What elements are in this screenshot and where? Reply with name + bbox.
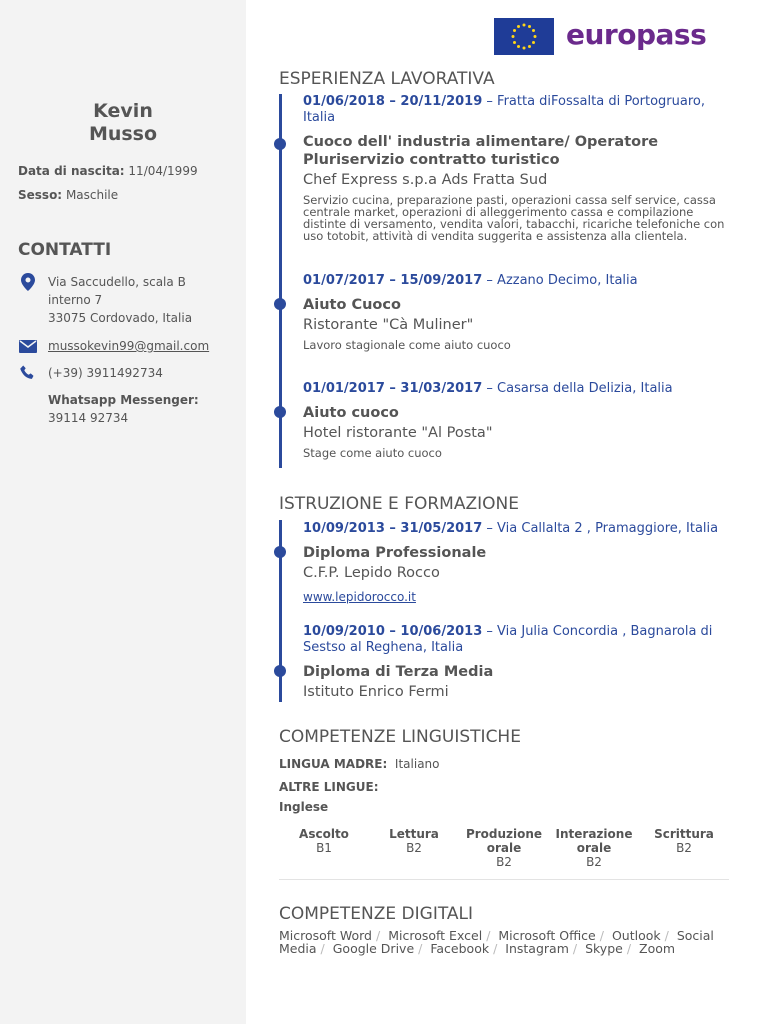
timeline-dot xyxy=(274,138,286,150)
experience-item xyxy=(303,381,733,459)
item-org: C.F.P. Lepido Rocco xyxy=(303,565,440,581)
mother-value: Italiano xyxy=(394,757,440,771)
experience-item xyxy=(303,94,733,242)
sex-info xyxy=(18,188,118,202)
digital-skill: Zoom xyxy=(639,941,676,956)
item-date: 10/09/2013 – 31/05/2017 xyxy=(303,521,483,536)
contact-whatsapp xyxy=(18,391,238,427)
timeline-dot xyxy=(274,546,286,558)
address-line2: interno 7 xyxy=(48,293,103,307)
birth-info xyxy=(18,164,198,178)
timeline-dot xyxy=(274,665,286,677)
phone-icon xyxy=(18,364,38,382)
skill-speaking: Produzione orale B2 xyxy=(465,827,543,869)
whatsapp-label: Whatsapp Messenger: xyxy=(48,393,199,407)
languages-heading: COMPETENZE LINGUISTICHE xyxy=(279,727,521,747)
contacts-heading: CONTATTI xyxy=(18,240,112,260)
timeline-dot xyxy=(274,298,286,310)
item-location: – Via Callalta 2 , Pramaggiore, Italia xyxy=(482,521,719,536)
sex-label: Sesso: xyxy=(18,188,63,202)
item-title: Cuoco dell' industria alimentare/ Operatore Pluriservizio contratto turistico xyxy=(303,134,659,168)
language-skills-table xyxy=(279,827,729,869)
item-date: 01/07/2017 – 15/09/2017 xyxy=(303,273,483,288)
item-date: 10/09/2010 – 10/06/2013 xyxy=(303,624,483,639)
mother-label: LINGUA MADRE: xyxy=(279,757,388,771)
education-item xyxy=(303,521,733,605)
item-title: Diploma di Terza Media xyxy=(303,664,494,680)
envelope-icon xyxy=(18,337,38,355)
first-name: Kevin xyxy=(93,100,153,122)
digital-skill: Microsoft Office xyxy=(498,928,596,943)
eu-flag-icon xyxy=(494,18,554,55)
item-title: Aiuto cuoco xyxy=(303,405,399,421)
other-languages xyxy=(279,780,379,794)
sex-value: Maschile xyxy=(65,188,119,202)
digital-skill: Microsoft Excel xyxy=(388,928,483,943)
experience-heading: ESPERIENZA LAVORATIVA xyxy=(279,69,495,89)
digital-skill: Instagram xyxy=(505,941,569,956)
digital-skill: Google Drive xyxy=(332,941,415,956)
timeline-dot xyxy=(274,406,286,418)
person-name xyxy=(0,100,246,146)
address-line3: 33075 Cordovado, Italia xyxy=(48,311,193,325)
item-title: Diploma Professionale xyxy=(303,545,487,561)
digital-skill: Social Media xyxy=(279,928,714,956)
digital-skill: Skype xyxy=(585,941,623,956)
skill-reading: Lettura B2 xyxy=(389,827,439,855)
item-org: Chef Express s.p.a Ads Fratta Sud xyxy=(303,172,548,188)
skill-listening: Ascolto B1 xyxy=(299,827,349,855)
digital-heading: COMPETENZE DIGITALI xyxy=(279,904,474,924)
contact-email xyxy=(18,337,238,355)
digital-skill: Microsoft Word xyxy=(279,928,372,943)
item-desc: Servizio cucina, preparazione pasti, operazioni cassa self service, cassa centrale market, operazioni di alleggerimento cassa e compilazione distinte di versamento, vendita valori, tabacchi, ricariche telefoniche con uso totobit, attività di vendita suggerita e assistenza alla clientela. xyxy=(303,193,725,243)
language-name: Inglese xyxy=(279,800,329,814)
phone-number: (+39) 3911492734 xyxy=(48,366,163,380)
digital-skill: Facebook xyxy=(430,941,490,956)
logo-text: europass xyxy=(566,18,707,51)
birth-value: 11/04/1999 xyxy=(128,164,198,178)
item-location: – Azzano Decimo, Italia xyxy=(482,273,638,288)
experience-item xyxy=(303,273,733,351)
education-item xyxy=(303,624,733,703)
contact-address xyxy=(18,273,238,327)
sidebar xyxy=(0,0,246,1024)
digital-skill: Outlook xyxy=(611,928,661,943)
email-link[interactable]: mussokevin99@gmail.com xyxy=(48,339,210,353)
address-line1: Via Saccudello, scala B xyxy=(48,275,186,289)
contact-phone xyxy=(18,364,238,382)
item-location: – Via Julia Concordia , Bagnarola di Sestso al Reghena, Italia xyxy=(303,624,713,655)
skill-writing: Scrittura B2 xyxy=(654,827,714,855)
item-date: 01/06/2018 – 20/11/2019 xyxy=(303,94,483,109)
item-org: Hotel ristorante "Al Posta" xyxy=(303,425,493,441)
item-location: – Fratta diFossalta di Portogruaro, Italia xyxy=(303,94,706,125)
digital-skills: Microsoft Word / Microsoft Excel / Microsoft Office / Outlook / Social Media / Google Drive / Facebook / Instagram / Skype / Zoom xyxy=(279,928,714,956)
mother-tongue xyxy=(279,757,440,771)
item-title: Aiuto Cuoco xyxy=(303,297,401,313)
item-desc: Lavoro stagionale come aiuto cuoco xyxy=(303,338,511,352)
education-heading: ISTRUZIONE E FORMAZIONE xyxy=(279,494,519,514)
skill-interaction: Interazione orale B2 xyxy=(555,827,633,869)
school-website-link[interactable]: www.lepidorocco.it xyxy=(303,590,416,604)
whatsapp-value: 39114 92734 xyxy=(48,411,129,425)
birth-label: Data di nascita: xyxy=(18,164,125,178)
other-label: ALTRE LINGUE: xyxy=(279,780,379,794)
last-name: Musso xyxy=(88,123,158,145)
divider xyxy=(279,879,729,880)
item-location: – Casarsa della Delizia, Italia xyxy=(482,381,673,396)
item-org: Ristorante "Cà Muliner" xyxy=(303,317,474,333)
item-desc: Stage come aiuto cuoco xyxy=(303,446,442,460)
item-org: Istituto Enrico Fermi xyxy=(303,684,449,700)
location-pin-icon xyxy=(18,273,38,291)
item-date: 01/01/2017 – 31/03/2017 xyxy=(303,381,483,396)
